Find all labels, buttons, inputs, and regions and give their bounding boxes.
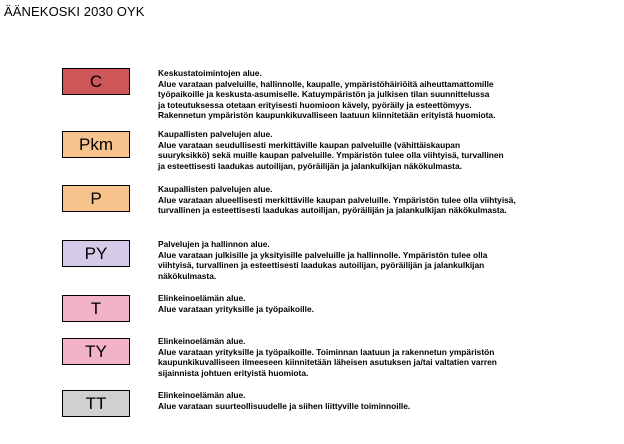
legend-text-line: Alue varataan yrityksille ja työpaikoille. Toiminnan laatuun ja rakennetun ympäristön (158, 346, 495, 357)
legend-text-line: työpaikoille ja keskusta-asumiselle. Katuympäristön ja julkisen tilan suunnittelussa (158, 89, 490, 100)
legend-text-line: turvallinen ja esteettisesti laadukas autoilijan, pyöräilijän ja jalankulkijan näkökulmasta. (158, 205, 507, 216)
legend-description (158, 184, 618, 216)
legend-heading: Kaupallisten palvelujen alue. (158, 184, 273, 194)
legend-text-line: Alue varataan suurteollisuudelle ja siihen liittyville toiminnoille. (158, 400, 411, 411)
legend-swatch-pkm: Pkm (62, 131, 130, 158)
legend-swatch-t: T (62, 295, 130, 322)
legend-swatch-p: P (62, 185, 130, 212)
legend-heading: Kaupallisten palvelujen alue. (158, 129, 273, 139)
legend-swatch-c: C (62, 68, 130, 95)
legend-text-line: Alue varataan seudullisesti merkittäville kaupan palveluille (vähittäiskaupan (158, 139, 461, 150)
legend-swatch-py: PY (62, 240, 130, 267)
legend-description (158, 390, 618, 411)
legend-text-line: Rakennetun ympäristön kaupunkikuvalliseen laatuun kiinnitetään erityistä huomiota. (158, 110, 496, 121)
legend-heading: Elinkeinoelämän alue. (158, 293, 246, 303)
legend-text-line: Alue varataan yrityksille ja työpaikoille. (158, 303, 314, 314)
legend-text-line: näkökulmasta. (158, 270, 217, 281)
legend-text-line: sijainnista johtuen erityistä huomiota. (158, 367, 309, 378)
legend-description (158, 336, 618, 378)
legend-heading: Elinkeinoelämän alue. (158, 390, 246, 400)
legend-heading: Keskustatoimintojen alue. (158, 68, 262, 78)
legend-heading: Palvelujen ja hallinnon alue. (158, 239, 270, 249)
legend-swatch-tt: TT (62, 390, 130, 417)
legend-swatch-ty: TY (62, 338, 130, 365)
legend-description (158, 129, 618, 171)
legend-description (158, 293, 618, 314)
legend-text-line: ja esteettisesti laadukas autoilijan, pyöräilijän ja jalankulkijan näkökulmasta. (158, 160, 462, 171)
legend-text-line: Alue varataan alueellisesti merkittäville kaupan palveluille. Ympäristön tulee olla viihtyisä, (158, 194, 516, 205)
legend-text-line: suuryksikkö) sekä muille kaupan palveluille. Ympäristön tulee olla viihtyisä, turvallinen (158, 150, 504, 161)
legend-text-line: Alue varataan palveluille, hallinnolle, kaupalle, ympäristöhäiriöitä aiheuttamattomille (158, 78, 494, 89)
page-title: ÄÄNEKOSKI 2030 OYK (4, 4, 145, 19)
legend-heading: Elinkeinoelämän alue. (158, 336, 246, 346)
legend-text-line: ja toteutuksessa otetaan erityisesti huomioon kävely, pyöräily ja esteettömyys. (158, 99, 472, 110)
legend-text-line: kaupunkikuvalliseen ilmeeseen kiinnitetään läheisen asutuksen ja/tai valtatien varren (158, 357, 497, 368)
legend-description (158, 239, 618, 281)
legend-text-line: viihtyisä, turvallinen ja esteettisesti laadukas autoilijan, pyöräilijän ja jalankulkijan (158, 260, 485, 271)
legend-description (158, 68, 618, 121)
legend-text-line: Alue varataan julkisille ja yksityisille palveluille ja hallinnolle. Ympäristön tulee olla (158, 249, 488, 260)
